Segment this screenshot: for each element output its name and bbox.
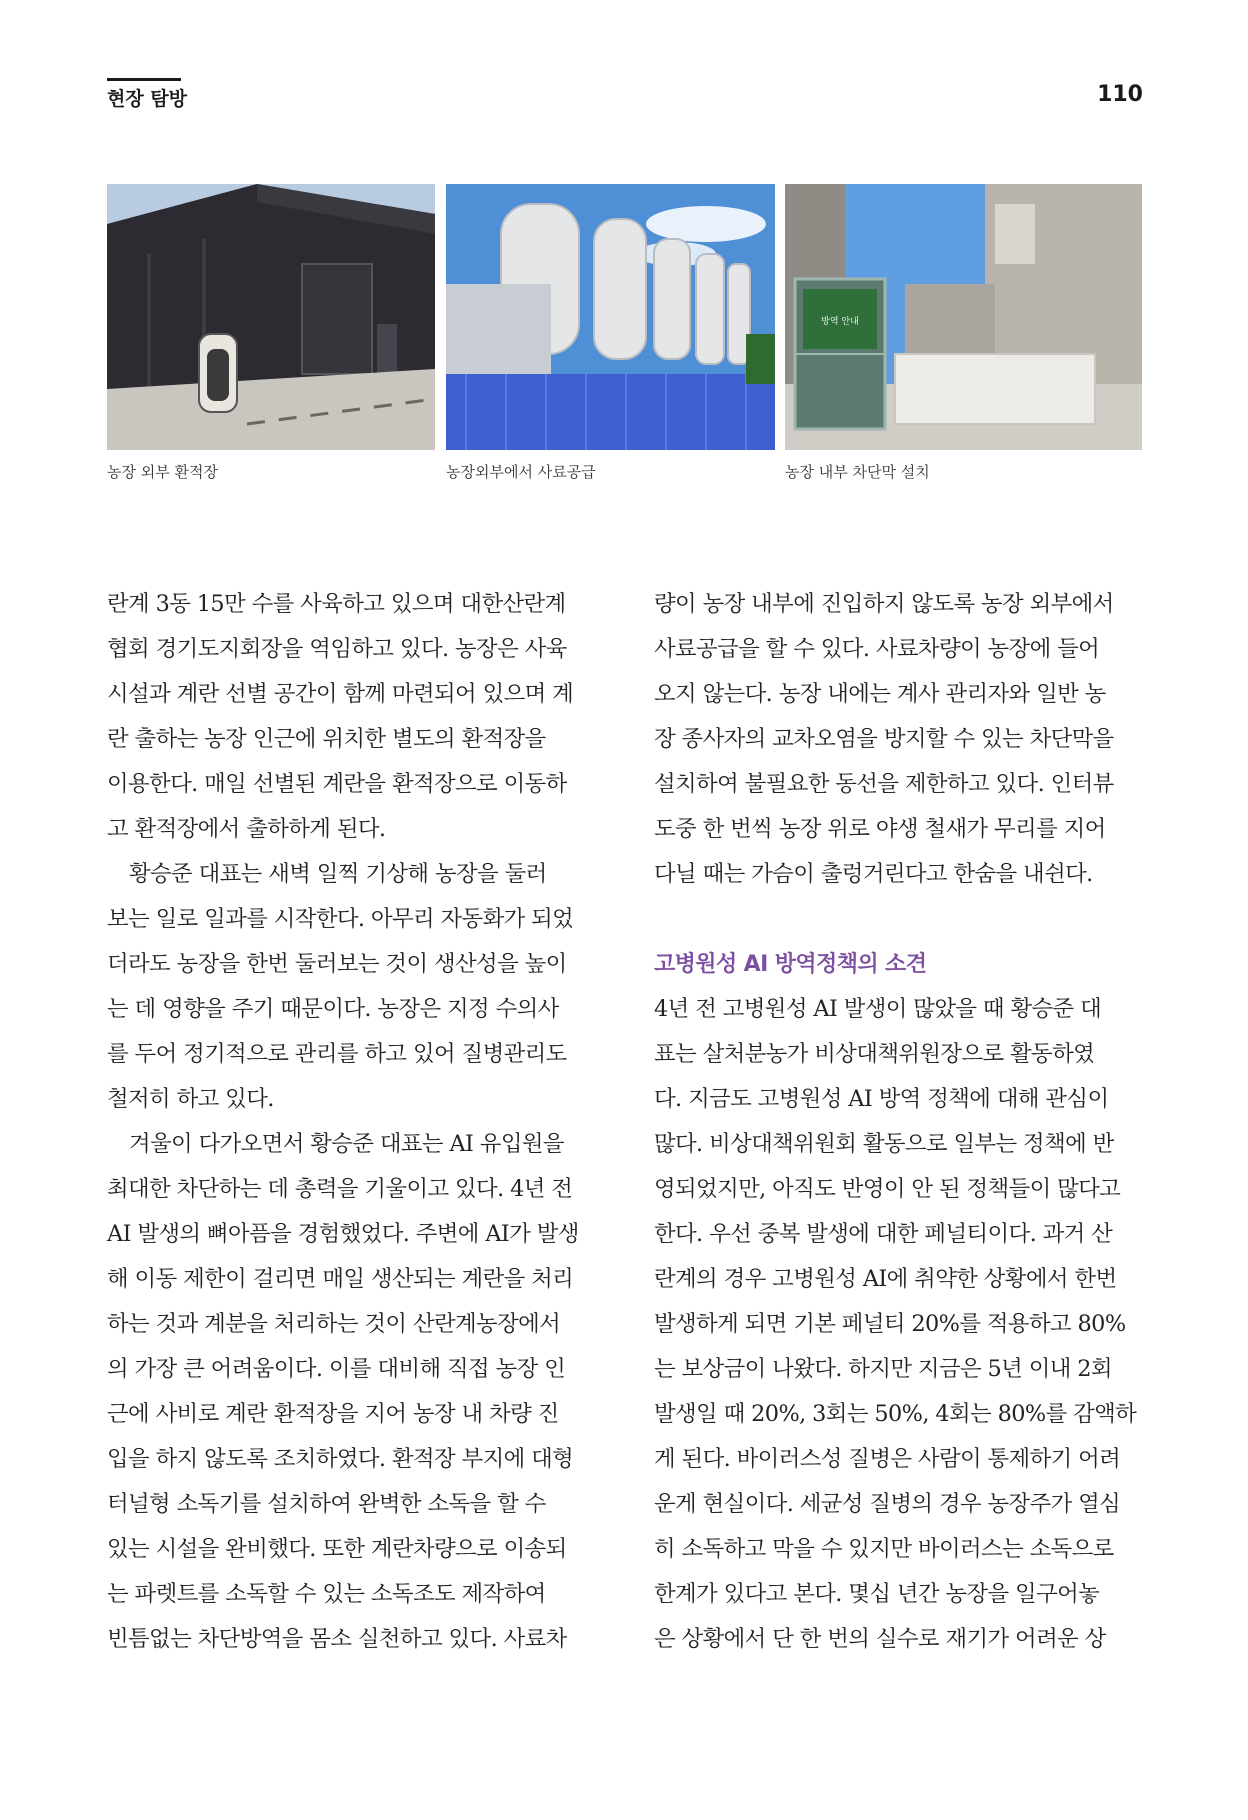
photo-feed-silos xyxy=(446,184,775,450)
text-line: 최대한 차단하는 데 총력을 기울이고 있다. 4년 전 xyxy=(107,1176,573,1202)
text-line: 터널형 소독기를 설치하여 완벽한 소독을 할 수 xyxy=(107,1491,546,1517)
text-line: 협회 경기도지회장을 역임하고 있다. 농장은 사육 xyxy=(107,636,567,662)
text-line: 은 상황에서 단 한 번의 실수로 재기가 어려운 상 xyxy=(654,1626,1106,1652)
text-line: 많다. 비상대책위원회 활동으로 일부는 정책에 반 xyxy=(654,1131,1114,1157)
paragraph-gap xyxy=(654,897,1144,942)
text-line: 이용한다. 매일 선별된 계란을 환적장으로 이동하 xyxy=(107,771,567,797)
text-line: 고 환적장에서 출하하게 된다. xyxy=(107,816,386,842)
page-number: 110 xyxy=(1097,82,1143,107)
text-line: 는 파렛트를 소독할 수 있는 소독조도 제작하여 xyxy=(107,1581,546,1607)
photo-transfer-station xyxy=(107,184,435,450)
text-line: 다. 지금도 고병원성 AI 방역 정책에 대해 관심이 xyxy=(654,1086,1109,1112)
text-line: 히 소독하고 막을 수 있지만 바이러스는 소독으로 xyxy=(654,1536,1114,1562)
photo-caption: 농장 내부 차단막 설치 xyxy=(785,463,930,481)
text-line: 표는 살처분농가 비상대책위원장으로 활동하였 xyxy=(654,1041,1095,1067)
text-line: 발생하게 되면 기본 페널티 20%를 적용하고 80% xyxy=(654,1311,1126,1337)
text-line: 다닐 때는 가슴이 출렁거린다고 한숨을 내쉰다. xyxy=(654,861,1093,887)
text-line: 겨울이 다가오면서 황승준 대표는 AI 유입원을 xyxy=(129,1131,564,1157)
photo-caption: 농장 외부 환적장 xyxy=(107,463,218,481)
subheading: 고병원성 AI 방역정책의 소견 xyxy=(654,952,927,977)
text-line: 발생일 때 20%, 3회는 50%, 4회는 80%를 감액하 xyxy=(654,1401,1137,1427)
text-line: 영되었지만, 아직도 반영이 안 된 정책들이 많다고 xyxy=(654,1176,1121,1202)
text-line: 해 이동 제한이 걸리면 매일 생산되는 계란을 처리 xyxy=(107,1266,574,1292)
text-line: 란계 3동 15만 수를 사육하고 있으며 대한산란계 xyxy=(107,591,566,617)
photo-caption: 농장외부에서 사료공급 xyxy=(446,463,596,481)
text-line: 근에 사비로 계란 환적장을 지어 농장 내 차량 진 xyxy=(107,1401,559,1427)
text-line: 운게 현실이다. 세균성 질병의 경우 농장주가 열심 xyxy=(654,1491,1121,1517)
booth-sign-text: 방역 안내 xyxy=(821,317,859,327)
text-line: 철저히 하고 있다. xyxy=(107,1086,274,1112)
text-line: 는 데 영향을 주기 때문이다. 농장은 지정 수의사 xyxy=(107,996,559,1022)
text-line: 4년 전 고병원성 AI 발생이 많았을 때 황승준 대 xyxy=(654,996,1102,1022)
text-line: 빈틈없는 차단방역을 몸소 실천하고 있다. 사료차 xyxy=(107,1626,567,1652)
text-line: 더라도 농장을 한번 둘러보는 것이 생산성을 높이 xyxy=(107,951,567,977)
text-line: 는 보상금이 나왔다. 하지만 지금은 5년 이내 2회 xyxy=(654,1356,1112,1382)
header-rule xyxy=(107,78,181,81)
article-column-left xyxy=(107,582,595,1662)
text-line: 한계가 있다고 본다. 몇십 년간 농장을 일구어놓 xyxy=(654,1581,1100,1607)
text-line: 의 가장 큰 어려움이다. 이를 대비해 직접 농장 인 xyxy=(107,1356,566,1382)
text-line: 를 두어 정기적으로 관리를 하고 있어 질병관리도 xyxy=(107,1041,567,1067)
text-line: 입을 하지 않도록 조치하였다. 환적장 부지에 대형 xyxy=(107,1446,574,1472)
photo-interior-barrier xyxy=(785,184,1142,450)
section-label: 현장 탐방 xyxy=(107,88,188,110)
text-line: 란계의 경우 고병원성 AI에 취약한 상황에서 한번 xyxy=(654,1266,1117,1292)
text-line: 란 출하는 농장 인근에 위치한 별도의 환적장을 xyxy=(107,726,546,752)
text-line: 게 된다. 바이러스성 질병은 사람이 통제하기 어려 xyxy=(654,1446,1121,1472)
text-line: 한다. 우선 중복 발생에 대한 페널티이다. 과거 산 xyxy=(654,1221,1113,1247)
text-line: 하는 것과 계분을 처리하는 것이 산란계농장에서 xyxy=(107,1311,561,1337)
text-line: 황승준 대표는 새벽 일찍 기상해 농장을 둘러 xyxy=(129,861,547,887)
text-line: 시설과 계란 선별 공간이 함께 마련되어 있으며 계 xyxy=(107,681,574,707)
text-line: 량이 농장 내부에 진입하지 않도록 농장 외부에서 xyxy=(654,591,1114,617)
text-line: 도중 한 번씩 농장 위로 야생 철새가 무리를 지어 xyxy=(654,816,1106,842)
text-line: 보는 일로 일과를 시작한다. 아무리 자동화가 되었 xyxy=(107,906,574,932)
text-line: 사료공급을 할 수 있다. 사료차량이 농장에 들어 xyxy=(654,636,1100,662)
text-line: 설치하여 불필요한 동선을 제한하고 있다. 인터뷰 xyxy=(654,771,1114,797)
text-line: 오지 않는다. 농장 내에는 계사 관리자와 일반 농 xyxy=(654,681,1106,707)
text-line: 있는 시설을 완비했다. 또한 계란차량으로 이송되 xyxy=(107,1536,567,1562)
article-column-right xyxy=(654,582,1144,1662)
text-line: AI 발생의 뼈아픔을 경험했었다. 주변에 AI가 발생 xyxy=(107,1221,579,1247)
text-line: 장 종사자의 교차오염을 방지할 수 있는 차단막을 xyxy=(654,726,1114,752)
